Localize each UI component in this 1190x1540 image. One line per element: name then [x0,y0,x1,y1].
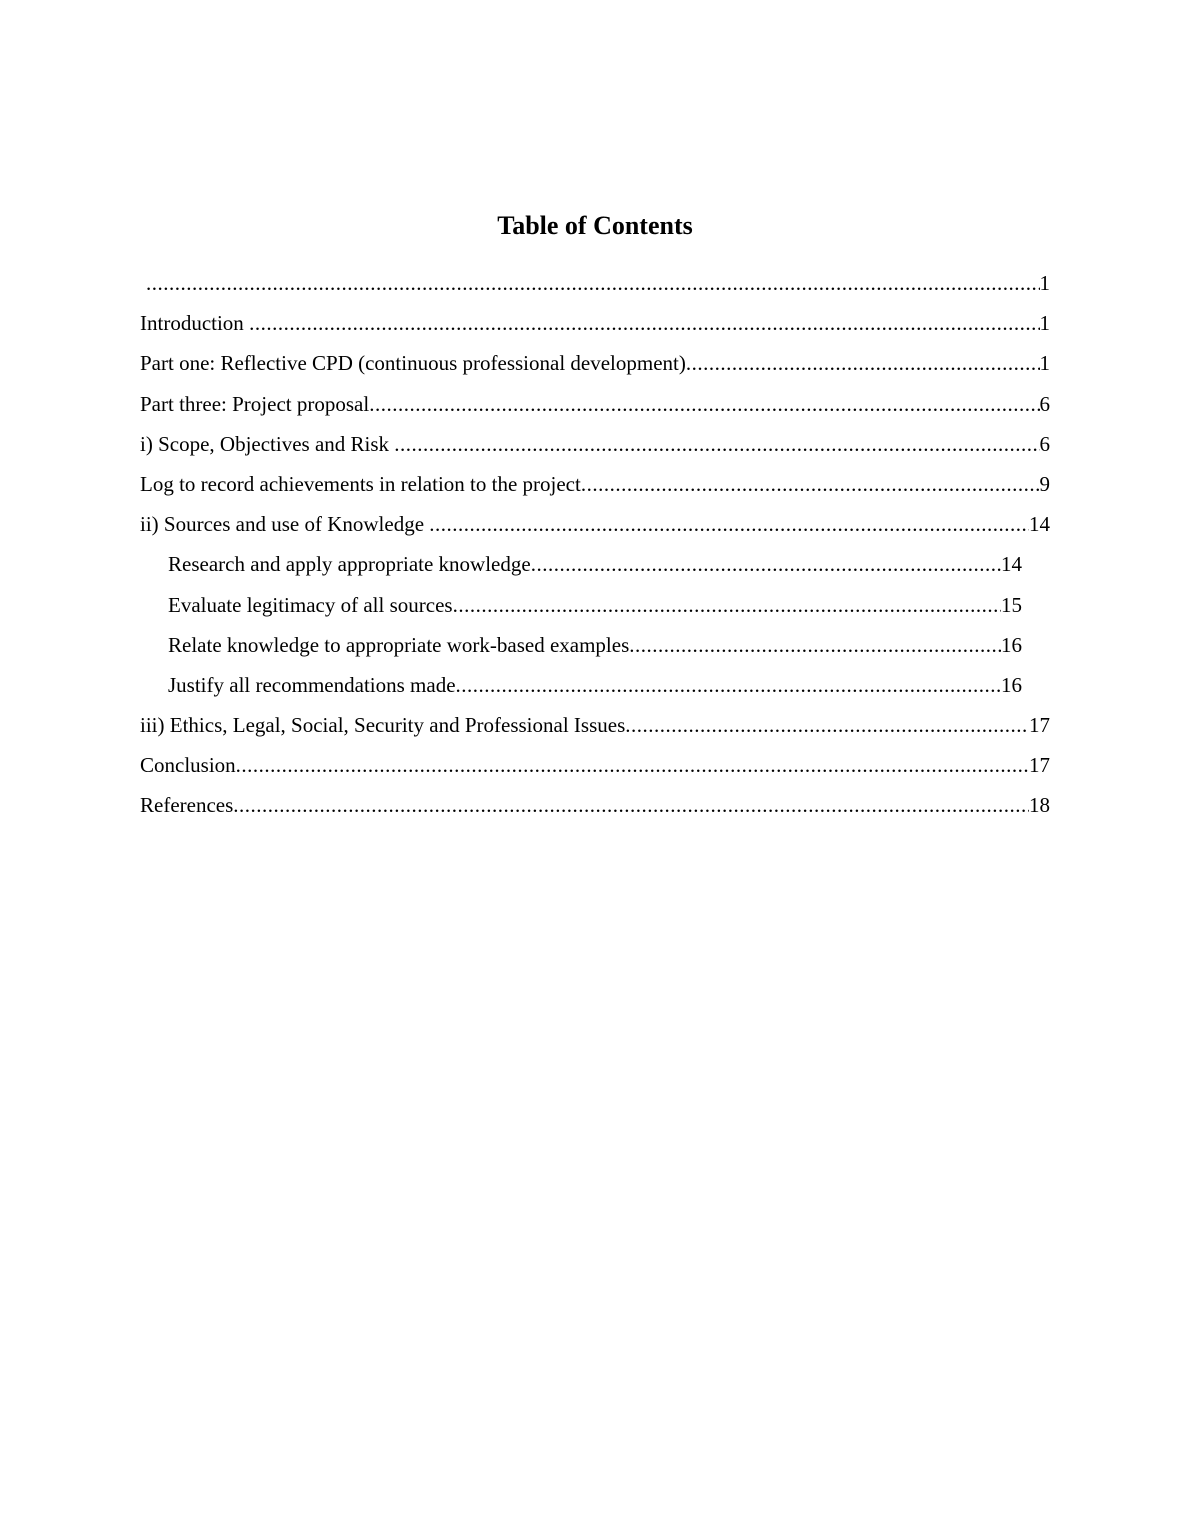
toc-entry-sources[interactable] [140,509,1050,549]
toc-entry-page: 9 [1040,469,1051,499]
page-title: Table of Contents [497,211,693,240]
dot-leader [456,670,1001,700]
toc-subentry-relate[interactable] [168,630,1022,670]
toc-entry-blank[interactable] [140,268,1050,308]
dot-leader [233,790,1029,820]
toc-entry-part-one[interactable] [140,348,1050,388]
toc-entry-page: 1 [1040,308,1051,338]
toc-subentry-evaluate[interactable] [168,590,1022,630]
toc-entry-page: 1 [1040,268,1051,298]
toc-entry-log[interactable] [140,469,1050,509]
toc-entry-page: 17 [1029,750,1050,780]
dot-leader [686,348,1040,378]
dot-leader [394,429,1039,459]
toc-entry-label: Part three: Project proposal [140,389,369,419]
toc-entry-part-three[interactable] [140,389,1050,429]
toc-entry-scope[interactable] [140,429,1050,469]
toc-entry-page: 17 [1029,710,1050,740]
toc-entry-page: 14 [1029,509,1050,539]
toc-entry-label: Relate knowledge to appropriate work-based examples [168,630,629,660]
toc-entry-label: Part one: Reflective CPD (continuous professional development) [140,348,686,378]
table-of-contents [140,268,1050,831]
toc-entry-references[interactable] [140,790,1050,830]
dot-leader [429,509,1029,539]
toc-entry-label: iii) Ethics, Legal, Social, Security and Professional Issues [140,710,625,740]
toc-subentry-research[interactable] [168,549,1022,589]
toc-entry-label: References [140,790,233,820]
toc-entry-label: Log to record achievements in relation to the project [140,469,581,499]
dot-leader [453,590,1001,620]
toc-entry-label: ii) Sources and use of Knowledge [140,509,429,539]
toc-entry-page: 16 [1001,670,1022,700]
toc-entry-page: 6 [1040,389,1051,419]
toc-entry-ethics[interactable] [140,710,1050,750]
toc-entry-introduction[interactable] [140,308,1050,348]
toc-entry-page: 16 [1001,630,1022,660]
toc-entry-page: 15 [1001,590,1022,620]
dot-leader [629,630,1001,660]
toc-entry-label: Conclusion [140,750,236,780]
dot-leader [236,750,1029,780]
toc-entry-label: i) Scope, Objectives and Risk [140,429,394,459]
dot-leader [581,469,1040,499]
toc-entry-conclusion[interactable] [140,750,1050,790]
toc-entry-label: Evaluate legitimacy of all sources [168,590,453,620]
dot-leader [531,549,1001,579]
dot-leader [146,268,1040,298]
toc-entry-page: 14 [1001,549,1022,579]
toc-entry-label: Introduction [140,308,249,338]
toc-entry-label: Research and apply appropriate knowledge [168,549,531,579]
toc-entry-page: 6 [1040,429,1051,459]
dot-leader [249,308,1039,338]
toc-entry-label: Justify all recommendations made [168,670,456,700]
dot-leader [369,389,1039,419]
toc-entry-page: 18 [1029,790,1050,820]
dot-leader [625,710,1029,740]
toc-subentry-justify[interactable] [168,670,1022,710]
toc-entry-page: 1 [1040,348,1051,378]
